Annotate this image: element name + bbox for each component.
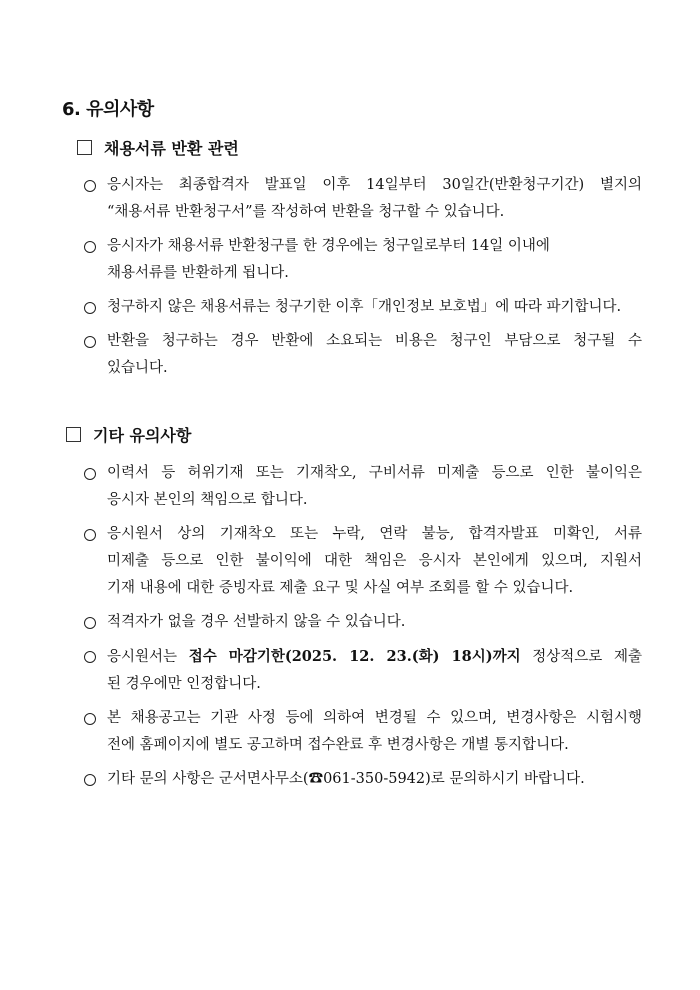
circle-bullet-icon <box>84 529 96 541</box>
circle-bullet-icon <box>84 713 96 725</box>
document-return-list <box>84 172 642 389</box>
list-item: 청구하지 않은 채용서류는 청구기한 이후「개인정보 보호법」에 따라 파기합니다. <box>84 294 642 321</box>
list-item: 응시자는 최종합격자 발표일 이후 14일부터 30일간(반환청구기간) 별지의 “채용서류 반환청구서”를 작성하여 반환을 청구할 수 있습니다. <box>84 172 642 226</box>
subsection-heading-other-notes <box>66 423 191 446</box>
list-item: 응시원서 상의 기재착오 또는 누락, 연락 불능, 합격자발표 미확인, 서류 미제출 등으로 인한 불이익에 대한 책임은 응시자 본인에게 있으며, 지원서 기재 내용에 대한 증빙자료 제출 요구 및 사실 여부 조회를 할 수 있습니다. <box>84 521 642 602</box>
list-item: 본 채용공고는 기관 사정 등에 의하여 변경될 수 있으며, 변경사항은 시험시행 전에 홈페이지에 별도 공고하며 접수완료 후 변경사항은 개별 통지합니다. <box>84 705 642 759</box>
circle-bullet-icon <box>84 180 96 192</box>
circle-bullet-icon <box>84 468 96 480</box>
subsection-heading-text: 채용서류 반환 관련 <box>104 139 239 158</box>
list-item: 적격자가 없을 경우 선발하지 않을 수 있습니다. <box>84 609 642 636</box>
circle-bullet-icon <box>84 651 96 663</box>
square-bullet-icon <box>77 140 92 155</box>
deadline-emphasis: 접수 마감기한(2025. 12. 23.(화) 18시)까지 <box>188 648 521 665</box>
subsection-heading-document-return <box>77 136 239 159</box>
square-bullet-icon <box>66 427 81 442</box>
list-item: 이력서 등 허위기재 또는 기재착오, 구비서류 미제출 등으로 인한 불이익은 응시자 본인의 책임으로 합니다. <box>84 460 642 514</box>
other-notes-list <box>84 460 642 800</box>
circle-bullet-icon <box>84 336 96 348</box>
list-item: 응시원서는 접수 마감기한(2025. 12. 23.(화) 18시)까지 정상적으로 제출 된 경우에만 인정합니다. <box>84 643 642 698</box>
list-item: 응시자가 채용서류 반환청구를 한 경우에는 청구일로부터 14일 이내에 채용서류를 반환하게 됩니다. <box>84 233 642 287</box>
circle-bullet-icon <box>84 774 96 786</box>
section-title: 6. 유의사항 <box>62 99 154 120</box>
subsection-heading-text: 기타 유의사항 <box>93 426 192 445</box>
list-item: 반환을 청구하는 경우 반환에 소요되는 비용은 청구인 부담으로 청구될 수 있습니다. <box>84 328 642 382</box>
circle-bullet-icon <box>84 617 96 629</box>
list-item: 기타 문의 사항은 군서면사무소(☎061-350-5942)로 문의하시기 바랍니다. <box>84 766 642 793</box>
circle-bullet-icon <box>84 302 96 314</box>
circle-bullet-icon <box>84 241 96 253</box>
